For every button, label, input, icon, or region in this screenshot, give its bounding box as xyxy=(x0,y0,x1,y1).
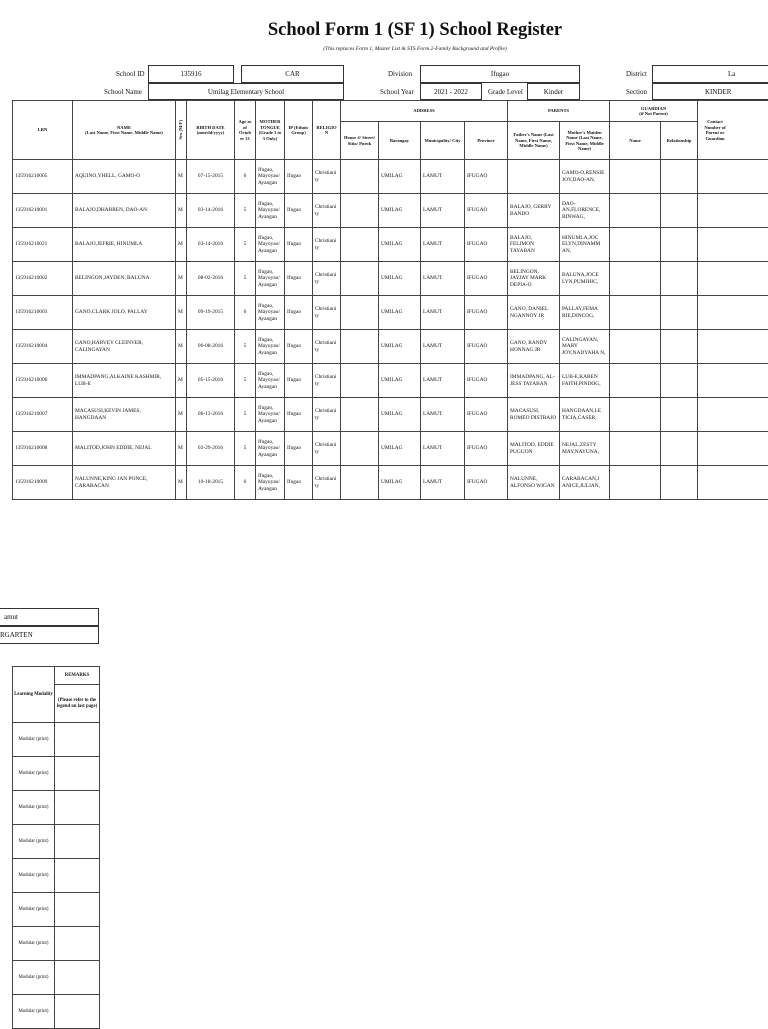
remarks-row xyxy=(13,893,100,927)
division-label: Division xyxy=(388,70,412,78)
cell-barangay: UMILAG xyxy=(379,160,421,194)
school-year-label: School Year xyxy=(380,88,414,96)
cell-tongue: Ifugao, Mayoyao/ Ayangan xyxy=(256,432,285,466)
district-field: La xyxy=(652,65,768,83)
cell-sex: M xyxy=(176,364,187,398)
cell-province: IFUGAO xyxy=(465,330,508,364)
cell-mother: NEJAL,ZESTY MAY,NAYUNA, xyxy=(560,432,610,466)
cell-tongue: Ifugao, Mayoyao/ Ayangan xyxy=(256,398,285,432)
cell-birth: 03-14-2016 xyxy=(187,228,235,262)
cell-age: 5 xyxy=(235,262,256,296)
cell-name: NALUNNE,KING JAN PONCE, CARABACAN xyxy=(73,466,176,500)
table-row xyxy=(13,194,768,228)
col-sex-label: Sex (M/F) xyxy=(178,120,184,140)
col-guardian-name: Name xyxy=(610,122,661,160)
table-row xyxy=(13,398,768,432)
cell-municipality: LAMUT xyxy=(421,330,465,364)
cell-mother: LUB-E,KAREN FAITH,PINDOG, xyxy=(560,364,610,398)
cell-barangay: UMILAG xyxy=(379,296,421,330)
cell-guardian-relationship xyxy=(661,330,698,364)
cell-barangay: UMILAG xyxy=(379,330,421,364)
remarks-row xyxy=(13,961,100,995)
cell-house xyxy=(341,296,379,330)
cell-ip: Ifugao xyxy=(285,262,313,296)
cell-sex: M xyxy=(176,398,187,432)
cell-municipality: LAMUT xyxy=(421,432,465,466)
cell-ip: Ifugao xyxy=(285,432,313,466)
cell-house xyxy=(341,194,379,228)
cell-guardian-name xyxy=(610,432,661,466)
district-label: District xyxy=(626,70,647,78)
section-continuation: RGARTEN xyxy=(0,626,99,644)
cell-religion: Christiani ty xyxy=(313,330,341,364)
cell-remarks xyxy=(55,723,100,757)
cell-learning-modality: Modular (print) xyxy=(13,723,55,757)
remarks-row xyxy=(13,927,100,961)
cell-contact xyxy=(698,432,768,466)
cell-religion: Christiani ty xyxy=(313,296,341,330)
cell-learning-modality: Modular (print) xyxy=(13,825,55,859)
cell-tongue: Ifugao, Mayoyao/ Ayangan xyxy=(256,466,285,500)
col-province: Province xyxy=(465,122,508,160)
cell-municipality: LAMUT xyxy=(421,262,465,296)
cell-father: GANO, DANIEL NGANNOY JR xyxy=(508,296,560,330)
cell-contact xyxy=(698,364,768,398)
cell-father: BALAJO, GERRY BANDO xyxy=(508,194,560,228)
cell-lrn: 135916210021 xyxy=(13,228,73,262)
cell-contact xyxy=(698,330,768,364)
cell-house xyxy=(341,228,379,262)
col-learning-modality: Learning Modality xyxy=(13,667,55,723)
remarks-row xyxy=(13,791,100,825)
cell-guardian-relationship xyxy=(661,228,698,262)
section-label: Section xyxy=(626,88,647,96)
cell-age: 6 xyxy=(235,466,256,500)
col-contact-label: Contact Number of Parent or Guardian xyxy=(700,119,730,141)
cell-mother: GAMO-O,RENSIE JOY,DAO-AN, xyxy=(560,160,610,194)
cell-religion: Christiani ty xyxy=(313,160,341,194)
col-group-address: ADDRESS xyxy=(341,101,508,122)
grade-level-label: Grade Level xyxy=(488,88,523,96)
col-mother-tongue: MOTHER TONGUE (Grade 1 to 3 Only) xyxy=(256,101,285,160)
col-guardian-relationship: Relationship xyxy=(661,122,698,160)
division-field: Ifugao xyxy=(420,65,580,83)
cell-guardian-relationship xyxy=(661,398,698,432)
cell-tongue: Ifugao, Mayoyao/ Ayangan xyxy=(256,262,285,296)
table-row xyxy=(13,262,768,296)
cell-age: 6 xyxy=(235,160,256,194)
cell-guardian-name xyxy=(610,364,661,398)
cell-lrn: 135916210004 xyxy=(13,330,73,364)
cell-name: IMMADPANG,ALKAINE KASHMIR, LUB-E xyxy=(73,364,176,398)
table-row xyxy=(13,296,768,330)
cell-age: 5 xyxy=(235,364,256,398)
cell-learning-modality: Modular (print) xyxy=(13,757,55,791)
cell-house xyxy=(341,330,379,364)
cell-guardian-name xyxy=(610,160,661,194)
cell-name: BALAJO,JEFRIE, HINUMLA xyxy=(73,228,176,262)
form-subtitle: (This replaces Form 1, Master List & STS Form 2-Family Background and Profile) xyxy=(0,46,768,52)
cell-mother: HINUMLA,JOC ELYN,DINAMM AN, xyxy=(560,228,610,262)
cell-municipality: LAMUT xyxy=(421,398,465,432)
cell-municipality: LAMUT xyxy=(421,228,465,262)
cell-lrn: 135916210003 xyxy=(13,296,73,330)
cell-religion: Christiani ty xyxy=(313,228,341,262)
cell-sex: M xyxy=(176,228,187,262)
cell-guardian-relationship xyxy=(661,364,698,398)
cell-age: 5 xyxy=(235,228,256,262)
cell-religion: Christiani ty xyxy=(313,466,341,500)
cell-name: MALITOD,JOHN EDDIE, NEJAL xyxy=(73,432,176,466)
cell-lrn: 135916210005 xyxy=(13,160,73,194)
cell-religion: Christiani ty xyxy=(313,432,341,466)
cell-province: IFUGAO xyxy=(465,160,508,194)
cell-contact xyxy=(698,466,768,500)
cell-learning-modality: Modular (print) xyxy=(13,893,55,927)
cell-name: BELINGON,JAYDEN, BALUNA xyxy=(73,262,176,296)
cell-barangay: UMILAG xyxy=(379,364,421,398)
cell-guardian-name xyxy=(610,228,661,262)
cell-name: GANO,CLARK JOLO, PALLAY xyxy=(73,296,176,330)
cell-sex: M xyxy=(176,194,187,228)
cell-ip: Ifugao xyxy=(285,194,313,228)
school-name-field: Umilag Elementary School xyxy=(148,83,344,100)
col-sex xyxy=(176,101,187,160)
cell-barangay: UMILAG xyxy=(379,398,421,432)
cell-remarks xyxy=(55,893,100,927)
cell-ip: Ifugao xyxy=(285,330,313,364)
cell-father: NALUNNE, ALFONSO WIGAN xyxy=(508,466,560,500)
col-lrn: LRN xyxy=(13,101,73,160)
cell-lrn: 135916210001 xyxy=(13,194,73,228)
region-field: CAR xyxy=(241,65,344,83)
cell-guardian-relationship xyxy=(661,432,698,466)
cell-province: IFUGAO xyxy=(465,466,508,500)
cell-ip: Ifugao xyxy=(285,364,313,398)
cell-religion: Christiani ty xyxy=(313,398,341,432)
cell-house xyxy=(341,364,379,398)
cell-name: GANO,HARVEY CLEINVER, CALINGAYAN xyxy=(73,330,176,364)
cell-ip: Ifugao xyxy=(285,296,313,330)
cell-mother: CARABACAN,J ANICE,JULIAN, xyxy=(560,466,610,500)
cell-house xyxy=(341,160,379,194)
cell-religion: Christiani ty xyxy=(313,262,341,296)
table-row xyxy=(13,330,768,364)
cell-sex: M xyxy=(176,160,187,194)
cell-tongue: Ifugao, Mayoyao/ Ayangan xyxy=(256,160,285,194)
cell-tongue: Ifugao, Mayoyao/ Ayangan xyxy=(256,194,285,228)
cell-lrn: 135916210007 xyxy=(13,398,73,432)
cell-guardian-relationship xyxy=(661,194,698,228)
cell-sex: M xyxy=(176,296,187,330)
cell-tongue: Ifugao, Mayoyao/ Ayangan xyxy=(256,330,285,364)
cell-municipality: LAMUT xyxy=(421,364,465,398)
col-ip: IP (Ethnic Group) xyxy=(285,101,313,160)
cell-father: IMMADPANG, AL-JESS TAYABAN xyxy=(508,364,560,398)
table-row xyxy=(13,160,768,194)
cell-contact xyxy=(698,398,768,432)
remarks-row xyxy=(13,757,100,791)
cell-lrn: 135916210006 xyxy=(13,364,73,398)
col-name: NAME (Last Name, First Name, Middle Name) xyxy=(73,101,176,160)
cell-remarks xyxy=(55,859,100,893)
cell-ip: Ifugao xyxy=(285,398,313,432)
col-contact xyxy=(698,101,768,160)
remarks-row xyxy=(13,723,100,757)
cell-tongue: Ifugao, Mayoyao/ Ayangan xyxy=(256,228,285,262)
remarks-table xyxy=(12,666,100,1029)
remarks-row xyxy=(13,825,100,859)
cell-guardian-relationship xyxy=(661,160,698,194)
cell-remarks xyxy=(55,961,100,995)
col-religion: RELIGIO N xyxy=(313,101,341,160)
col-mother: Mother's Maiden Name (Last Name, First Name, Middle Name) xyxy=(560,122,610,160)
col-birth: BIRTH DATE (mm/dd/yyyy) xyxy=(187,101,235,160)
cell-birth: 10-18-2015 xyxy=(187,466,235,500)
cell-name: BALAJO,DHARREN, DAO-AN xyxy=(73,194,176,228)
cell-age: 6 xyxy=(235,296,256,330)
cell-birth: 07-15-2015 xyxy=(187,160,235,194)
cell-guardian-relationship xyxy=(661,466,698,500)
cell-learning-modality: Modular (print) xyxy=(13,859,55,893)
col-house: House #/ Street/ Sitio/ Purok xyxy=(341,122,379,160)
col-father: Father's Name (Last Name, First Name, Middle Name) xyxy=(508,122,560,160)
cell-learning-modality: Modular (print) xyxy=(13,791,55,825)
cell-father xyxy=(508,160,560,194)
cell-lrn: 135916210008 xyxy=(13,432,73,466)
cell-birth: 06-13-2016 xyxy=(187,398,235,432)
cell-province: IFUGAO xyxy=(465,262,508,296)
cell-age: 5 xyxy=(235,398,256,432)
cell-remarks xyxy=(55,927,100,961)
form-title: School Form 1 (SF 1) School Register xyxy=(0,20,768,41)
cell-mother: HANGDAAN,LE TICIA,CASER, xyxy=(560,398,610,432)
col-municipality: Municipality/ City xyxy=(421,122,465,160)
cell-guardian-relationship xyxy=(661,262,698,296)
cell-ip: Ifugao xyxy=(285,228,313,262)
cell-birth: 03-14-2016 xyxy=(187,194,235,228)
cell-contact xyxy=(698,194,768,228)
cell-sex: M xyxy=(176,262,187,296)
cell-religion: Christiani ty xyxy=(313,194,341,228)
col-barangay: Barangay xyxy=(379,122,421,160)
cell-father: MALITOD, EDDIE PUGUON xyxy=(508,432,560,466)
cell-house xyxy=(341,398,379,432)
school-id-label: School ID xyxy=(116,70,145,78)
cell-guardian-name xyxy=(610,398,661,432)
cell-contact xyxy=(698,262,768,296)
cell-province: IFUGAO xyxy=(465,432,508,466)
cell-contact xyxy=(698,228,768,262)
cell-house xyxy=(341,466,379,500)
cell-learning-modality: Modular (print) xyxy=(13,995,55,1029)
cell-sex: M xyxy=(176,330,187,364)
cell-guardian-name xyxy=(610,296,661,330)
cell-barangay: UMILAG xyxy=(379,228,421,262)
section-field: KINDER xyxy=(652,83,768,100)
cell-municipality: LAMUT xyxy=(421,194,465,228)
register-table xyxy=(12,100,768,500)
cell-father: GANO, RANDY HONNAG JR xyxy=(508,330,560,364)
cell-mother: CALINGAYAN, MARY JOY,NADYAHA N, xyxy=(560,330,610,364)
cell-tongue: Ifugao, Mayoyao/ Ayangan xyxy=(256,296,285,330)
cell-birth: 08-02-2016 xyxy=(187,262,235,296)
school-id-field: 135916 xyxy=(148,65,234,83)
cell-father: BELINGON, JAYJAY MARK DEPIA-O xyxy=(508,262,560,296)
remarks-row xyxy=(13,859,100,893)
table-row xyxy=(13,466,768,500)
cell-learning-modality: Modular (print) xyxy=(13,927,55,961)
cell-name: MACASUSI,KEVIN JAMES, HANGDAAN xyxy=(73,398,176,432)
cell-guardian-name xyxy=(610,466,661,500)
cell-age: 5 xyxy=(235,432,256,466)
cell-father: MACASUSI, ROMEO DISTRAJO xyxy=(508,398,560,432)
table-row xyxy=(13,432,768,466)
cell-province: IFUGAO xyxy=(465,296,508,330)
cell-contact xyxy=(698,296,768,330)
cell-mother: PALLAY,FEMA RIE,DINCOG, xyxy=(560,296,610,330)
cell-house xyxy=(341,262,379,296)
cell-barangay: UMILAG xyxy=(379,432,421,466)
cell-guardian-name xyxy=(610,194,661,228)
cell-barangay: UMILAG xyxy=(379,466,421,500)
col-remarks: REMARKS xyxy=(55,667,100,685)
cell-religion: Christiani ty xyxy=(313,364,341,398)
cell-father: BALAJO, FELIMON TAYABAN xyxy=(508,228,560,262)
cell-birth: 05-15-2016 xyxy=(187,364,235,398)
cell-learning-modality: Modular (print) xyxy=(13,961,55,995)
grade-level-field: Kinder xyxy=(527,83,580,100)
cell-remarks xyxy=(55,825,100,859)
cell-age: 5 xyxy=(235,330,256,364)
col-group-guardian: GUARDIAN (if Not Parent) xyxy=(610,101,698,122)
cell-contact xyxy=(698,160,768,194)
col-group-parents: PARENTS xyxy=(508,101,610,122)
district-continuation: amut xyxy=(0,608,99,626)
cell-mother: BALUNA,JOCE LYN,PUMIHIC, xyxy=(560,262,610,296)
cell-birth: 09-19-2015 xyxy=(187,296,235,330)
cell-barangay: UMILAG xyxy=(379,194,421,228)
col-age: Age as of Octob er 31 xyxy=(235,101,256,160)
cell-guardian-name xyxy=(610,330,661,364)
cell-house xyxy=(341,432,379,466)
cell-birth: 03-29-2016 xyxy=(187,432,235,466)
col-remarks-note: (Please refer to the legend on last page) xyxy=(55,685,100,723)
cell-mother: DAO-AN,FLORENCE, BINWAG, xyxy=(560,194,610,228)
cell-municipality: LAMUT xyxy=(421,296,465,330)
cell-name: AQUINO,YHELL, GAMO-O xyxy=(73,160,176,194)
cell-remarks xyxy=(55,995,100,1029)
cell-province: IFUGAO xyxy=(465,398,508,432)
cell-municipality: LAMUT xyxy=(421,160,465,194)
cell-remarks xyxy=(55,757,100,791)
cell-guardian-name xyxy=(610,262,661,296)
cell-birth: 06-08-2016 xyxy=(187,330,235,364)
table-row xyxy=(13,228,768,262)
school-year-field: 2021 - 2022 xyxy=(420,83,482,100)
school-name-label: School Name xyxy=(104,88,142,96)
cell-barangay: UMILAG xyxy=(379,262,421,296)
cell-sex: M xyxy=(176,432,187,466)
cell-ip: Ifugao xyxy=(285,160,313,194)
table-row xyxy=(13,364,768,398)
cell-province: IFUGAO xyxy=(465,194,508,228)
cell-province: IFUGAO xyxy=(465,364,508,398)
cell-ip: Ifugao xyxy=(285,466,313,500)
remarks-row xyxy=(13,995,100,1029)
cell-tongue: Ifugao, Mayoyao/ Ayangan xyxy=(256,364,285,398)
cell-municipality: LAMUT xyxy=(421,466,465,500)
cell-province: IFUGAO xyxy=(465,228,508,262)
cell-lrn: 135916210009 xyxy=(13,466,73,500)
cell-age: 5 xyxy=(235,194,256,228)
cell-remarks xyxy=(55,791,100,825)
cell-sex: M xyxy=(176,466,187,500)
cell-guardian-relationship xyxy=(661,296,698,330)
cell-lrn: 135916210002 xyxy=(13,262,73,296)
